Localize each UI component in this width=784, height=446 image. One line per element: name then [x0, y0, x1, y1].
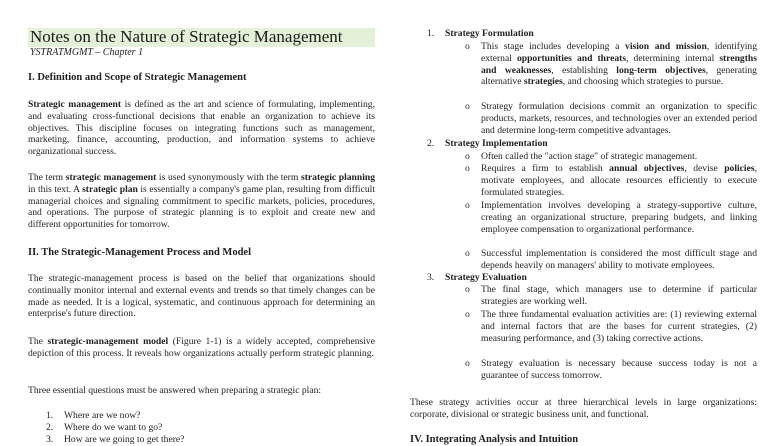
bullet-marker: o	[465, 163, 470, 174]
section-1-paragraph-2	[28, 172, 375, 231]
question-number: 3.	[46, 434, 54, 445]
question-text: How are we going to get there?	[64, 434, 185, 445]
stage-title: Strategy Formulation	[445, 28, 534, 39]
section-2-paragraph-1: The strategic-management process is based on the belief that organizations should continually monitor internal and external events and trends so that timely changes can be made as needed. It is a logical, systematic, and continuous approach for determining an enterprise's future direction.	[28, 273, 375, 320]
paragraph-text: (Figure 1-1) is a widely accepted, comprehensive depiction of this process. It reveals how organizations actually perform strategic planning.	[28, 336, 375, 359]
bullet-marker: o	[465, 358, 470, 369]
paragraph-text: is essentially a company's game plan, resulting from difficult managerial choices and signaling commitment to specific markets, policies, procedures, and operations. The purpose of strategic planning is to exploit and create new and different opportunities for tomorrow.	[28, 183, 375, 231]
term-strategic-plan: strategic plan	[82, 183, 138, 195]
page-subtitle: YSTRATMGMT – Chapter 1	[30, 47, 144, 58]
stage-number: 2.	[427, 138, 435, 149]
stage-bullet: The final stage, which managers use to determine if particular strategies are working well.	[481, 284, 757, 307]
question-number: 1.	[46, 410, 54, 421]
bullet-marker: o	[465, 151, 470, 162]
stage-bullet: Successful implementation is considered the most difficult stage and depends heavily on managers' ability to motivate employees.	[481, 248, 757, 271]
bullet-marker: o	[465, 248, 470, 259]
stage-number: 3.	[427, 272, 435, 283]
paragraph-text: The	[28, 336, 48, 347]
section-2-heading: II. The Strategic-Management Process and Model	[28, 247, 252, 258]
paragraph-text: in this text. A	[28, 183, 83, 195]
bullet-marker: o	[465, 284, 470, 295]
stage-bullet: Often called the "action stage" of strategic management.	[481, 151, 698, 162]
stage-bullet: This stage includes developing a vision and mission, identifying external opportunities and threats, determining internal strengths and weaknesses, establishing long-term objectives, generating alternative strategies, and choosing which strategies to pursue.	[481, 41, 757, 88]
question-number: 2.	[46, 422, 54, 433]
term-strategic-management-model: strategic-management model	[47, 336, 169, 347]
stage-bullet: The three fundamental evaluation activities are: (1) reviewing external and internal factors that are the bases for current strategies, (2) measuring performance, and (3) taking corrective actions.	[481, 309, 757, 344]
section-1-paragraph-1	[28, 99, 375, 158]
page-title: Notes on the Nature of Strategic Management	[30, 27, 343, 46]
stage-title: Strategy Implementation	[445, 138, 548, 149]
stage-bullet: Requires a firm to establish annual objectives, devise policies, motivate employees, and allocate resources efficiently to execute formulated strategies.	[481, 163, 757, 198]
question-text: Where are we now?	[64, 410, 141, 421]
paragraph-text: is defined as the art and science of formulating, implementing, and evaluating cross-functional decisions that enable an organization to achieve its objectives. This discipline focuses on integrating functions such as management, marketing, finance, accounting, production, and information systems to achieve organizational success.	[28, 99, 376, 158]
stage-bullet: Strategy formulation decisions commit an organization to specific products, markets, resources, and technologies over an extended period and determine long-term competitive advantages.	[481, 101, 757, 136]
term-strategic-management: strategic management	[65, 172, 157, 183]
levels-paragraph: These strategy activities occur at three hierarchical levels in large organizations: corporate, divisional or strategic business unit, and functional.	[410, 397, 757, 420]
stage-bullet: Strategy evaluation is necessary because success today is not a guarantee of success tomorrow.	[481, 358, 757, 381]
section-2-paragraph-3: Three essential questions must be answered when preparing a strategic plan:	[28, 385, 322, 396]
stage-bullet: Implementation involves developing a strategy-supportive culture, creating an organizational structure, preparing budgets, and linking employee compensation to organizational performance.	[481, 200, 757, 235]
section-2-paragraph-2	[28, 336, 375, 360]
question-text: Where do we want to go?	[64, 422, 163, 433]
stage-number: 1.	[427, 28, 435, 39]
term-strategic-management: Strategic management	[28, 99, 122, 110]
bullet-marker: o	[465, 309, 470, 320]
section-4-heading: IV. Integrating Analysis and Intuition	[410, 434, 579, 445]
bullet-marker: o	[465, 101, 470, 112]
stage-title: Strategy Evaluation	[445, 272, 527, 283]
bullet-marker: o	[465, 200, 470, 211]
term-strategic-planning: strategic planning	[300, 172, 376, 183]
section-1-heading: I. Definition and Scope of Strategic Management	[28, 72, 247, 83]
paragraph-text: The term	[28, 172, 66, 183]
bullet-marker: o	[465, 41, 470, 52]
paragraph-text: is used synonymously with the term	[156, 172, 301, 183]
